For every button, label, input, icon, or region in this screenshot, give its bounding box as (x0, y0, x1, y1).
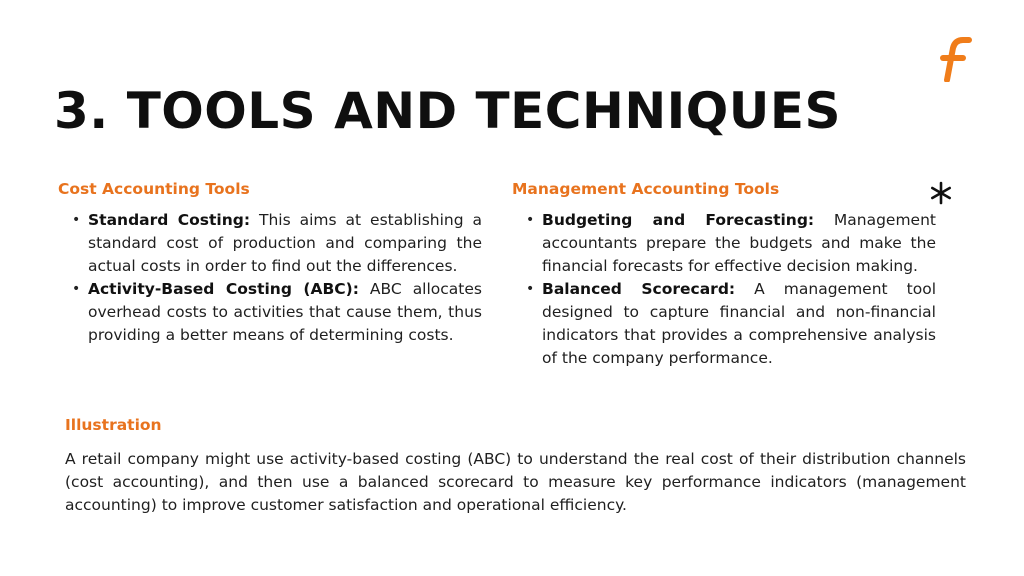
cost-accounting-column (58, 179, 482, 347)
bullet-term: Activity-Based Costing (ABC): (88, 280, 359, 298)
cost-accounting-list (58, 209, 482, 347)
list-item (58, 209, 482, 278)
bullet-text: A management tool designed to capture financial and non-financial indicators that provides a comprehensive analysis of the company performance. (542, 280, 936, 367)
management-accounting-heading: Management Accounting Tools (512, 180, 780, 198)
illustration-heading: Illustration (65, 416, 162, 434)
bullet-text: Management accountants prepare the budgets and make the financial forecasts for effective decision making. (542, 211, 936, 275)
bullet-term: Balanced Scorecard: (542, 280, 736, 298)
bullet-term: Standard Costing: (88, 211, 251, 229)
illustration-body: A retail company might use activity-based costing (ABC) to understand the real cost of their distribution channels (cost accounting), and then use a balanced scorecard to measure key performance indicators (management accounting) to improve customer satisfaction and operational efficiency. (65, 450, 966, 514)
list-item (512, 209, 936, 278)
list-item (512, 278, 936, 370)
brand-f-logo-icon (938, 36, 972, 82)
cost-accounting-heading: Cost Accounting Tools (58, 180, 250, 198)
bullet-term: Budgeting and Forecasting: (542, 211, 815, 229)
management-accounting-list (512, 209, 936, 370)
list-item (58, 278, 482, 347)
bullet-text: ABC allocates overhead costs to activities that cause them, thus providing a better means of determining costs. (88, 280, 482, 344)
page-title: 3. TOOLS AND TECHNIQUES (54, 82, 842, 140)
bullet-text: This aims at establishing a standard cost of production and comparing the actual costs in order to find out the differences. (88, 211, 482, 275)
management-accounting-column (512, 179, 936, 370)
